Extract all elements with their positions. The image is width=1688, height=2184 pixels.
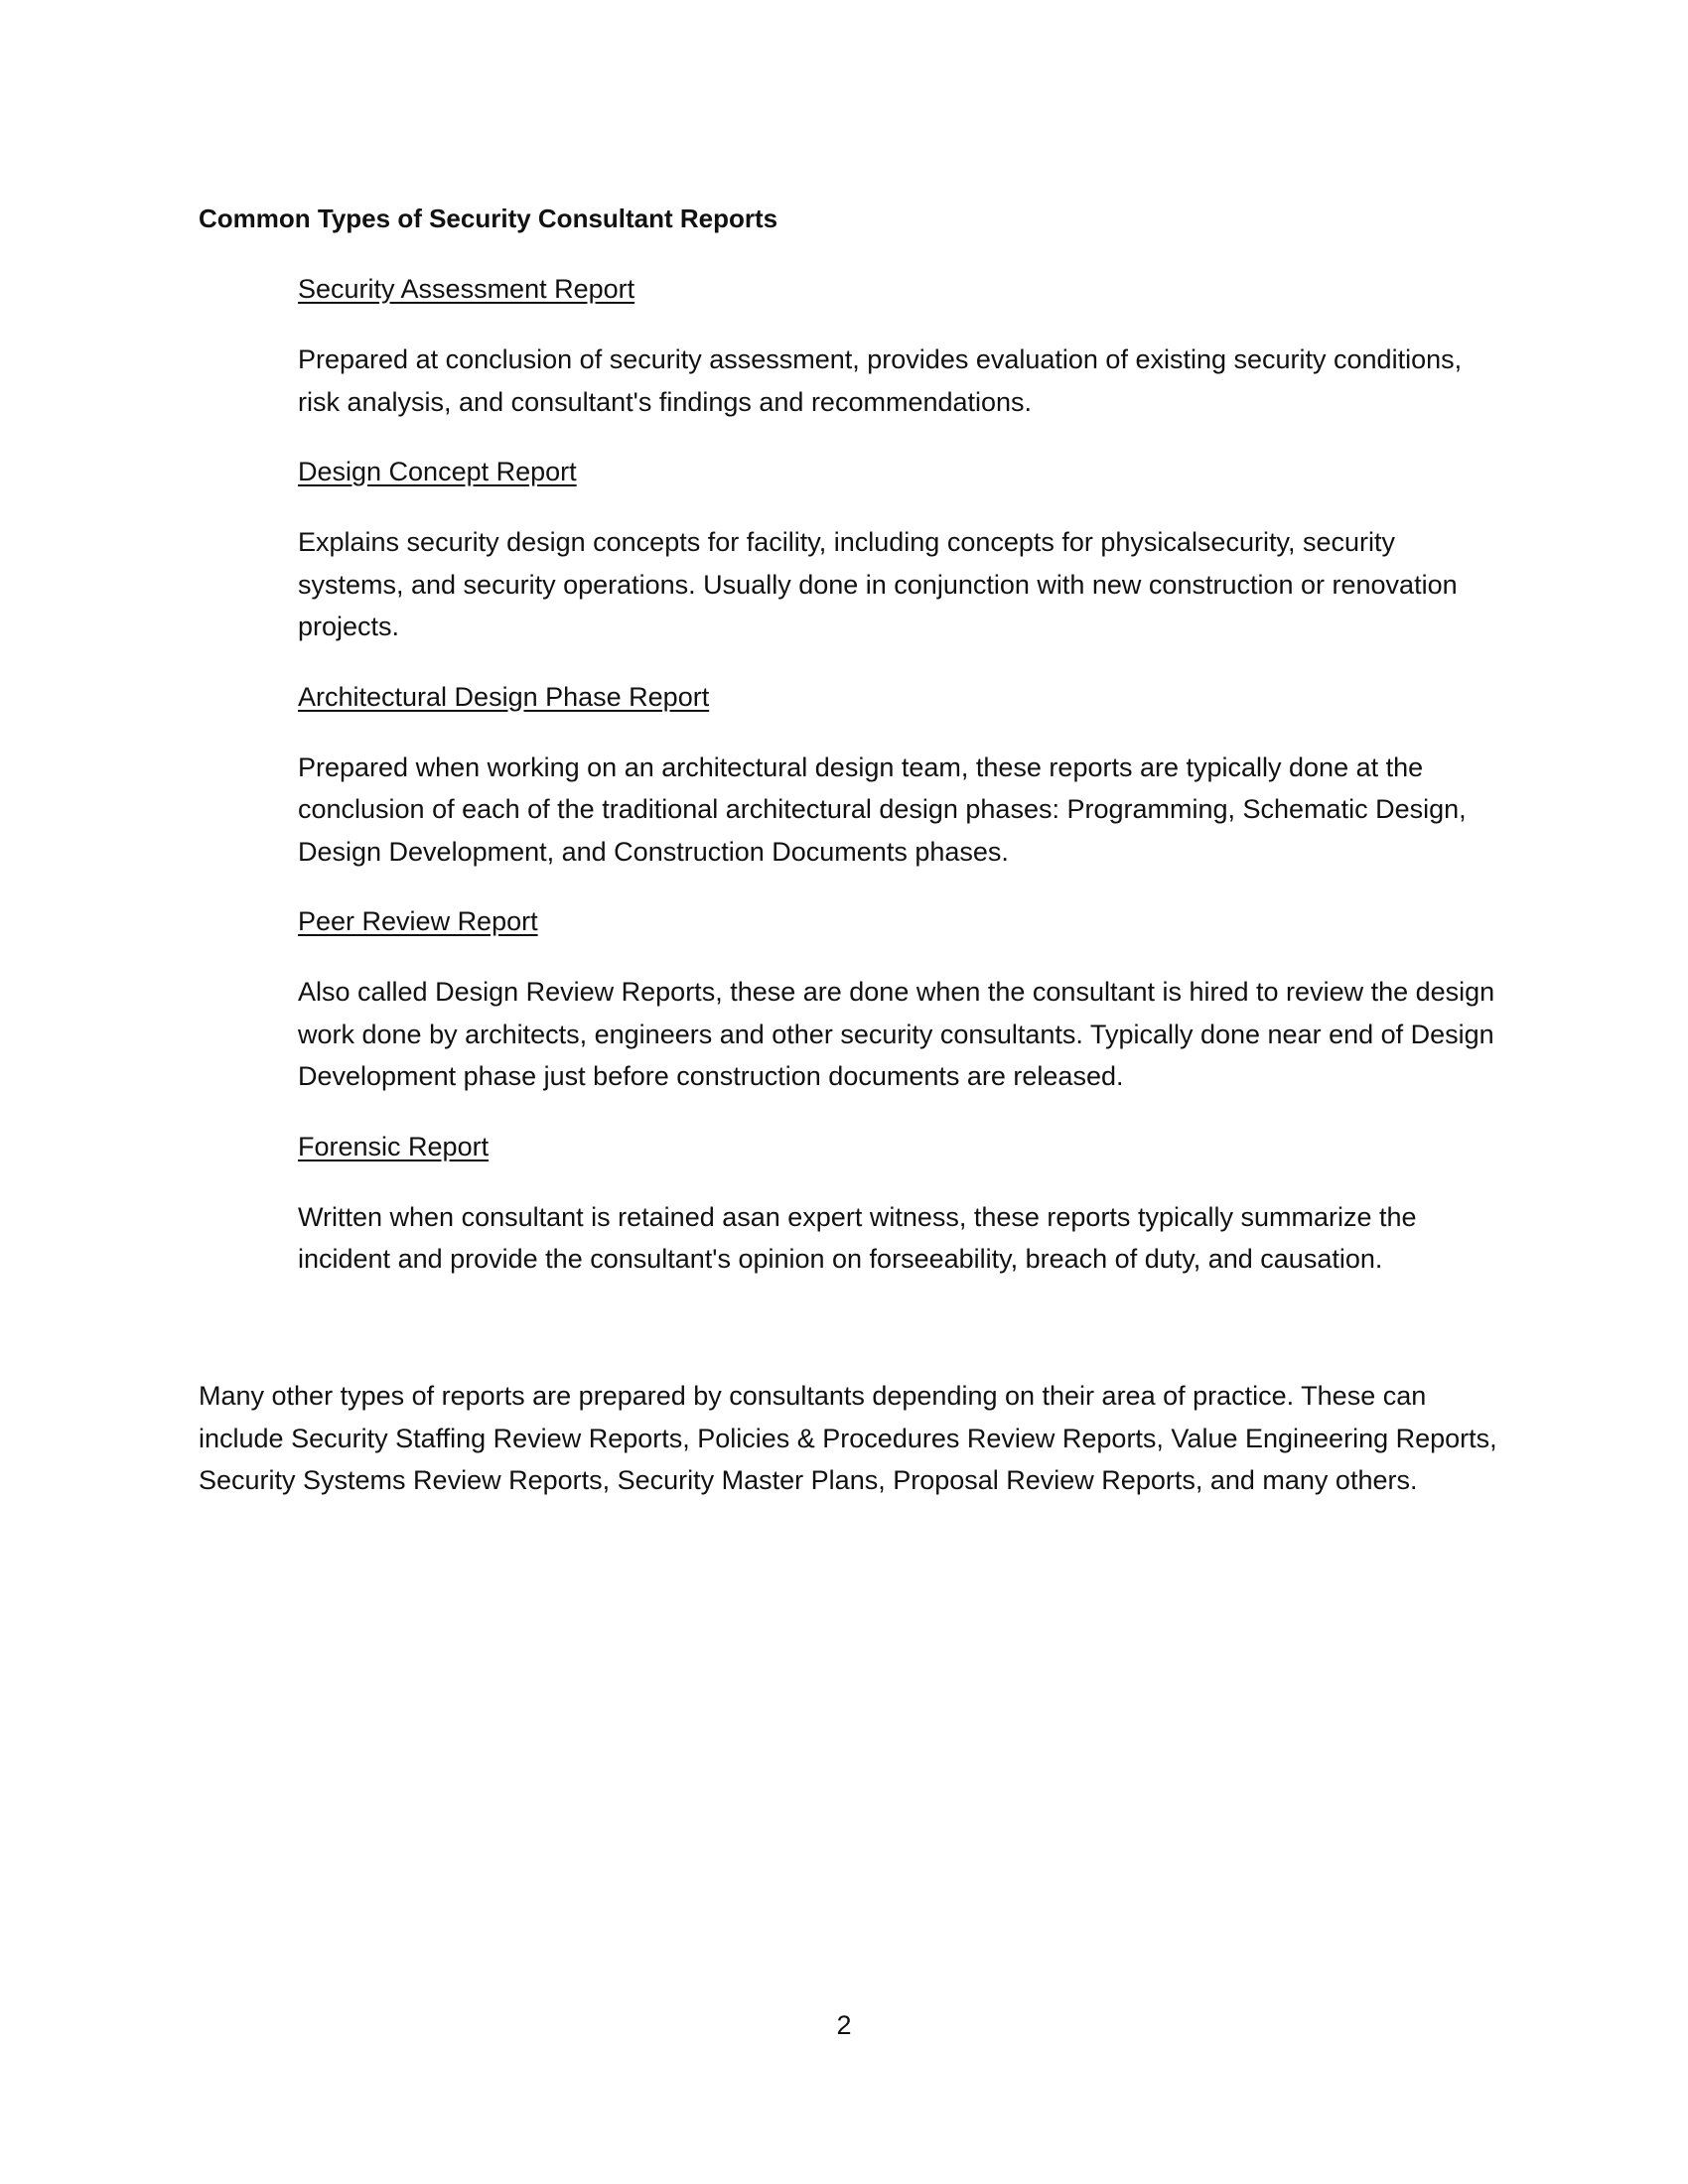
report-type-title: Forensic Report (298, 1131, 490, 1161)
report-type-item (298, 900, 1499, 1098)
report-type-description: Prepared when working on an architectural design team, these reports are typically done at the conclusion of each of the traditional architectural design phases: Programming, Schematic Design, Design Development, and Construction Documents phases. (298, 751, 1467, 867)
report-type-description: Prepared at conclusion of security assessment, provides evaluation of existing security conditions, risk analysis, and consultant's findings and recommendations. (298, 344, 1463, 417)
report-type-title: Peer Review Report (298, 906, 538, 936)
report-type-item (298, 268, 1499, 423)
report-types-list (298, 268, 1499, 1308)
report-type-item (298, 676, 1499, 874)
report-type-description: Also called Design Review Reports, these are done when the consultant is hired to review the design work done by architects, engineers and other security consultants. Typically done near end of Design Development phase just before construction documents are released. (298, 977, 1495, 1091)
report-type-title: Design Concept Report (298, 457, 577, 486)
report-type-description: Explains security design concepts for facility, including concepts for physicalsecurity, security systems, and security operations. Usually done in conjunction with new construction or renovation projects. (298, 527, 1458, 641)
report-type-item (298, 451, 1499, 648)
page-number: 2 (836, 2010, 852, 2040)
closing-paragraph: Many other types of reports are prepared by consultants depending on their area of practice. These can include Security Staffing Review Reports, Policies & Procedures Review Reports, Value Engineering Reports, Security Systems Review Reports, Security Master Plans, Proposal Review Reports, and many others. (199, 1381, 1497, 1495)
report-type-description: Written when consultant is retained asan expert witness, these reports typically summarize the incident and provide the consultant's opinion on forseeability, breach of duty, and causation. (298, 1201, 1417, 1274)
report-type-item (298, 1126, 1499, 1281)
report-type-title: Architectural Design Phase Report (298, 681, 710, 712)
report-type-title: Security Assessment Report (298, 274, 635, 304)
page-heading: Common Types of Security Consultant Reports (199, 204, 778, 233)
